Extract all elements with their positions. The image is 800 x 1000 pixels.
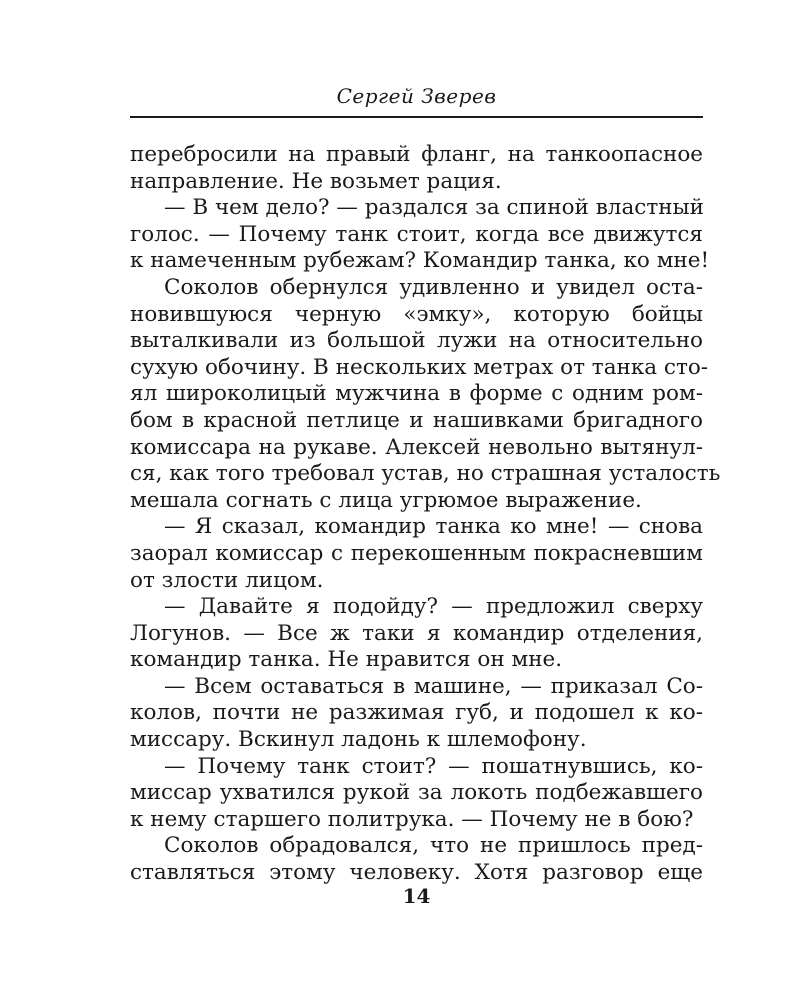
- body-text: [130, 142, 721, 887]
- text-line: миссар ухватился рукой за локоть подбежавшего: [130, 780, 703, 806]
- text-line: перебросили на правый фланг, на танкоопасное: [130, 142, 703, 167]
- text-line: ся, как того требовал устав, но страшная усталость: [130, 461, 721, 487]
- text-line: сухую обочину. В нескольких метрах от танка сто-: [130, 354, 709, 380]
- text-line: комиссара на рукаве. Алексей невольно вытянул-: [130, 434, 703, 460]
- text-line: — В чем дело? — раздался за спиной властный: [164, 195, 704, 221]
- page-number: 14: [402, 884, 431, 908]
- running-header: Сергей Зверев: [336, 84, 497, 108]
- text-line: заорал комиссар с перекошенным покрасневшим: [130, 540, 703, 566]
- text-line: — Я сказал, командир танка ко мне! — снова: [164, 514, 703, 540]
- text-line: Логунов. — Все ж таки я командир отделения,: [130, 620, 703, 646]
- text-line: к нему старшего политрука. — Почему не в бою?: [130, 806, 694, 832]
- text-line: ял широколицый мужчина в форме с одним ром-: [130, 381, 703, 407]
- text-line: к намеченным рубежам? Командир танка, ко мне!: [130, 248, 710, 274]
- text-line: командир танка. Не нравится он мне.: [130, 647, 563, 673]
- text-line: миссару. Вскинул ладонь к шлемофону.: [130, 727, 587, 753]
- text-line: — Давайте я подойду? — предложил сверху: [164, 594, 703, 620]
- text-line: выталкивали из большой лужи на относительно: [130, 328, 703, 354]
- text-line: Соколов обернулся удивленно и увидел оста-: [164, 274, 703, 300]
- text-line: от злости лицом.: [130, 567, 324, 593]
- header-rule: [130, 116, 703, 118]
- text-line: бом в красной петлице и нашивками бригадного: [130, 407, 703, 433]
- text-line: Соколов обрадовался, что не пришлось пред-: [164, 833, 703, 859]
- text-line: ставляться этому человеку. Хотя разговор еще: [130, 860, 703, 886]
- text-line: голос. — Почему танк стоит, когда все движутся: [130, 221, 703, 247]
- text-line: — Всем оставаться в машине, — приказал Со-: [164, 673, 703, 699]
- text-line: мешала согнать с лица угрюмое выражение.: [130, 487, 642, 513]
- text-line: направление. Не возьмет рация.: [130, 168, 502, 194]
- text-line: новившуюся черную «эмку», которую бойцы: [130, 301, 703, 327]
- text-line: колов, почти не разжимая губ, и подошел к ко-: [130, 700, 703, 726]
- text-line: — Почему танк стоит? — пошатнувшись, ко-: [164, 753, 703, 779]
